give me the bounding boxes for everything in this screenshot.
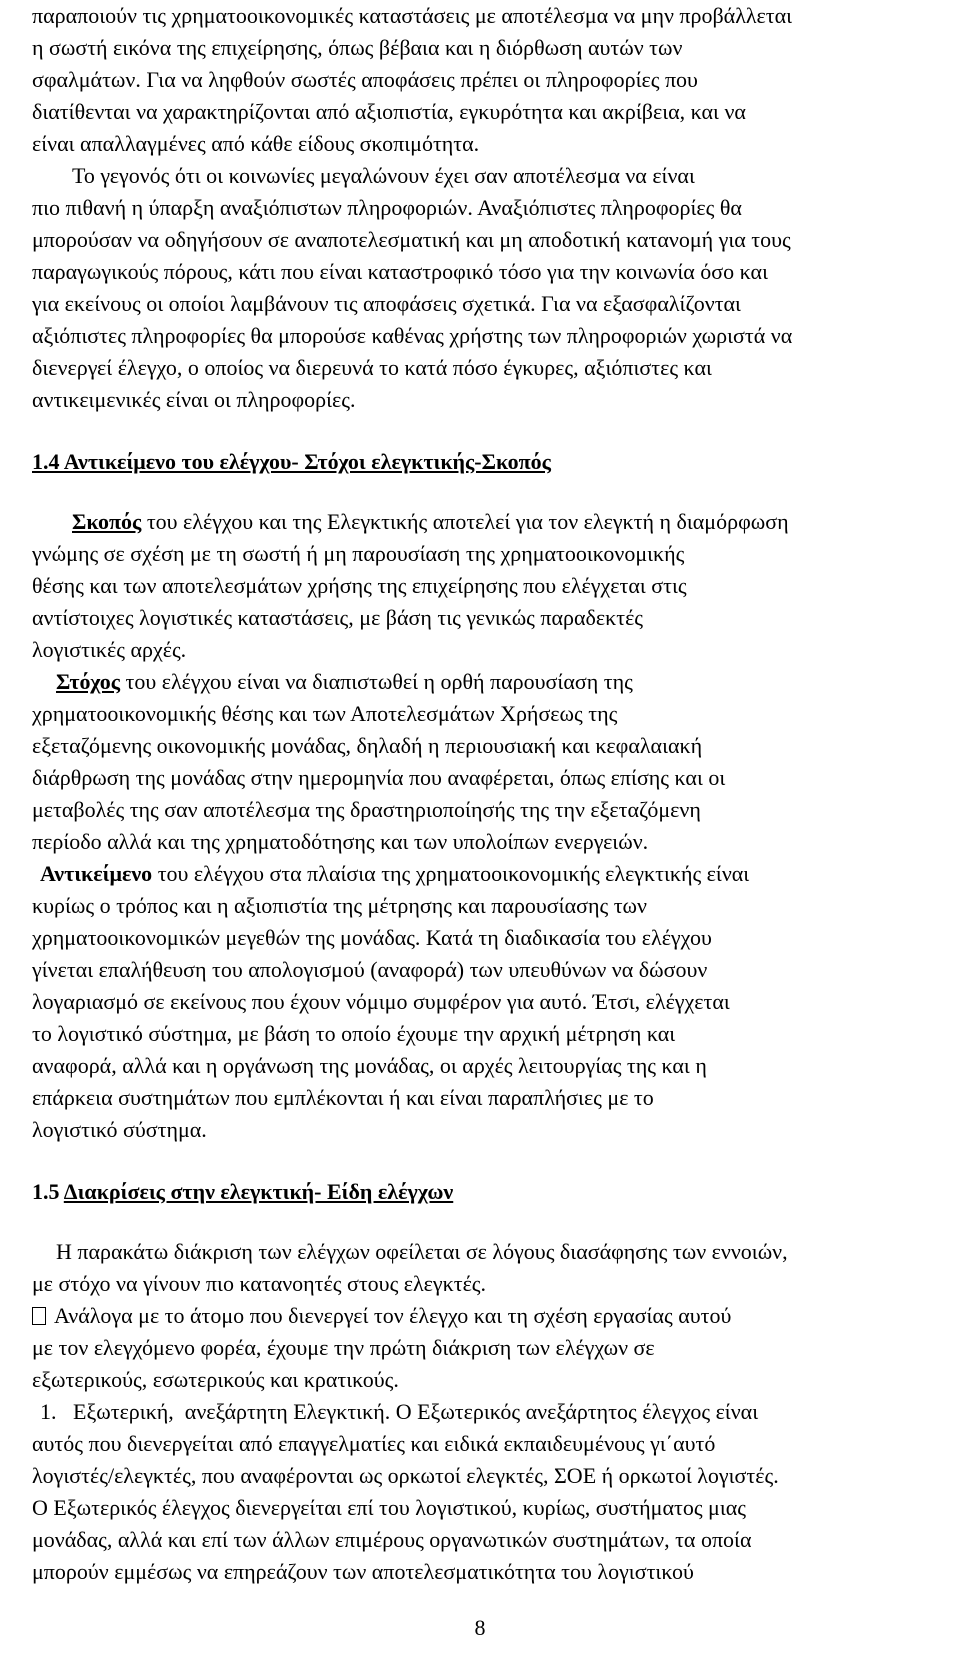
bullet-text: Ανάλογα με το άτομο που διενεργεί τον έλεγχο και τη σχέση εργασίας αυτού [54,1303,732,1328]
paragraph-line: λογιστές/ελεγκτές, που αναφέρονται ως ορκωτοί ελεγκτές, ΣΟΕ ή ορκωτοί λογιστές. [32,1463,779,1488]
paragraph-line: Ο Εξωτερικός έλεγχος διενεργείται επί του λογιστικού, κυρίως, συστήματος μιας [32,1495,747,1520]
paragraph-line: παραποιούν τις χρηματοοικονομικές καταστάσεις με αποτέλεσμα να μην προβάλλεται [32,3,793,28]
stoxos-text: του ελέγχου είναι να διαπιστωθεί η ορθή παρουσίαση της [120,669,633,694]
paragraph-line: διενεργεί έλεγχο, ο οποίος να διερευνά το κατά πόσο έγκυρες, αξιόπιστες και [32,355,712,380]
checkbox-bullet-icon [32,1307,46,1325]
paragraph-line: γίνεται επαλήθευση του απολογισμού (αναφορά) των υπευθύνων να δώσουν [32,957,708,982]
paragraph-line: μπορούν εμμέσως να επηρεάζουν των αποτελεσματικότητα του λογιστικού [32,1559,694,1584]
paragraph-line: θέσης και των αποτελεσμάτων χρήσης της επιχείρησης που ελέγχεται στις [32,573,687,598]
paragraph-line: η σωστή εικόνα της επιχείρησης, όπως βέβαια και η διόρθωση αυτών των [32,35,683,60]
antikeimeno-first-line [40,860,749,888]
antikeimeno-text: του ελέγχου στα πλαίσια της χρηματοοικονομικής ελεγκτικής είναι [152,861,750,886]
paragraph-line: διάρθρωση της μονάδας στην ημερομηνία που αναφέρεται, όπως επίσης και οι [32,765,726,790]
section-heading-1-4: 1.4 Αντικείμενο του ελέγχου- Στόχοι ελεγκτικής-Σκοπός [32,449,551,474]
paragraph-line: κυρίως ο τρόπος και η αξιοπιστία της μέτρησης και παρουσίασης των [32,893,647,918]
paragraph-line: αυτός που διενεργείται από επαγγελματίες και ειδικά εκπαιδευμένους γι΄αυτό [32,1431,716,1456]
paragraph-line: για εκείνους οι οποίοι λαμβάνουν τις αποφάσεις σχετικά. Για να εξασφαλίζονται [32,291,741,316]
paragraph-line: αντίστοιχες λογιστικές καταστάσεις, με βάση τις γενικώς παραδεκτές [32,605,644,630]
paragraph-line: λογαριασμό σε εκείνους που έχουν νόμιμο συμφέρον για αυτό. Έτσι, ελέγχεται [32,989,730,1014]
paragraph-line: με τον ελεγχόμενο φορέα, έχουμε την πρώτη διάκριση των ελέγχων σε [32,1335,655,1360]
paragraph-line: μεταβολές της σαν αποτέλεσμα της δραστηριοποίησής της την εξεταζόμενη [32,797,701,822]
skopos-first-line [72,508,789,536]
paragraph-line: εξεταζόμενης οικονομικής μονάδας, δηλαδή η περιουσιακή και κεφαλαιακή [32,733,703,758]
paragraph-line: χρηματοοικονομικών μεγεθών της μονάδας. Κατά τη διαδικασία του ελέγχου [32,925,712,950]
paragraph-line: παραγωγικούς πόρους, κάτι που είναι καταστροφικό τόσο για την κοινωνία όσο και [32,259,768,284]
section-heading-1-5 [32,1178,453,1206]
paragraph-line: αξιόπιστες πληροφορίες θα μπορούσε καθένας χρήστης των πληροφοριών χωριστά να [32,323,793,348]
paragraph-line: με στόχο να γίνουν πιο κατανοητές στους ελεγκτές. [32,1271,487,1296]
paragraph-line: Η παρακάτω διάκριση των ελέγχων οφείλεται σε λόγους διασάφησης των εννοιών, [56,1239,788,1264]
stoxos-first-line [56,668,633,696]
paragraph-line: είναι απαλλαγμένες από κάθε είδους σκοπιμότητα. [32,131,480,156]
paragraph-line: σφαλμάτων. Για να ληφθούν σωστές αποφάσεις πρέπει οι πληροφορίες που [32,67,698,92]
paragraph-line: εξωτερικούς, εσωτερικούς και κρατικούς. [32,1367,399,1392]
antikeimeno-label: Αντικείμενο [40,861,153,886]
paragraph-line: μπορούσαν να οδηγήσουν σε αναποτελεσματική και μη αποδοτική κατανομή για τους [32,227,791,252]
paragraph-line: λογιστικές αρχές. [32,637,187,662]
paragraph-line: γνώμης σε σχέση με τη σωστή ή μη παρουσίαση της χρηματοοικονομικής [32,541,685,566]
paragraph-line: επάρκεια συστημάτων που εμπλέκονται ή και είναι παραπλήσιες με το [32,1085,654,1110]
paragraph-line: το λογιστικό σύστημα, με βάση το οποίο έχουμε την αρχική μέτρηση και [32,1021,676,1046]
section-number: 1.5 [32,1179,64,1204]
page-number: 8 [474,1615,486,1640]
bullet-line [32,1302,731,1330]
section-title: Διακρίσεις στην ελεγκτική- Είδη ελέγχων [63,1179,454,1204]
skopos-label: Σκοπός [72,509,142,534]
paragraph-line: πιο πιθανή η ύπαρξη αναξιόπιστων πληροφοριών. Αναξιόπιστες πληροφορίες θα [32,195,742,220]
stoxos-label: Στόχος [56,669,121,694]
paragraph-line: μονάδας, αλλά και επί των άλλων επιμέρους οργανωτικών συστημάτων, τα οποία [32,1527,752,1552]
paragraph-line: περίοδο αλλά και της χρηματοδότησης και των υπολοίπων ενεργειών. [32,829,649,854]
paragraph-line: Το γεγονός ότι οι κοινωνίες μεγαλώνουν έχει σαν αποτέλεσμα να είναι [72,163,695,188]
paragraph-line: αναφορά, αλλά και η οργάνωση της μονάδας, οι αρχές λειτουργίας της και η [32,1053,707,1078]
paragraph-line: αντικειμενικές είναι οι πληροφορίες. [32,387,356,412]
skopos-text: του ελέγχου και της Ελεγκτικής αποτελεί για τον ελεγκτή η διαμόρφωση [141,509,789,534]
paragraph-line: διατίθενται να χαρακτηρίζονται από αξιοπιστία, εγκυρότητα και ακρίβεια, και να [32,99,746,124]
numbered-item-1: 1. Εξωτερική, ανεξάρτητη Ελεγκτική. Ο Εξωτερικός ανεξάρτητος έλεγχος είναι [40,1399,759,1424]
paragraph-line: χρηματοοικονομικής θέσης και των Αποτελεσμάτων Χρήσεως της [32,701,618,726]
paragraph-line: λογιστικό σύστημα. [32,1117,207,1142]
